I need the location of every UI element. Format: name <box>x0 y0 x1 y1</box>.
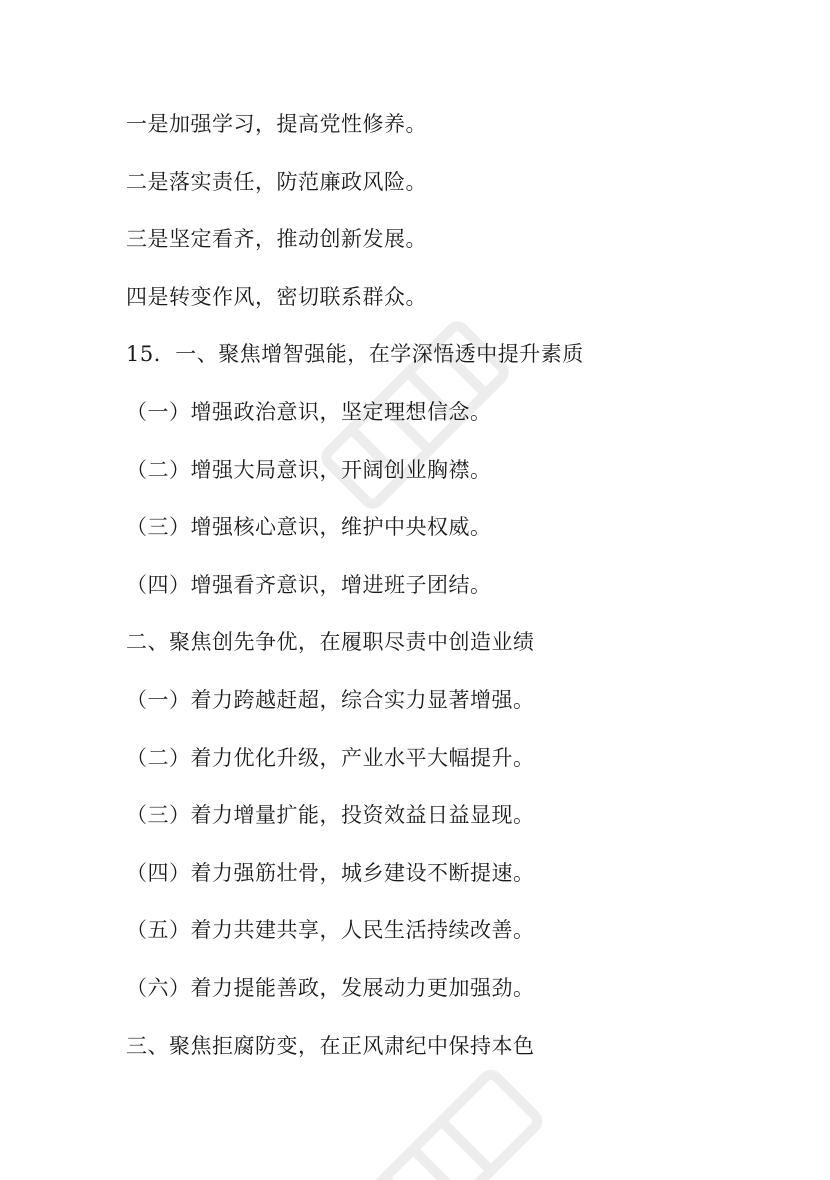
text-line: 三是坚定看齐，推动创新发展。 <box>126 227 427 252</box>
text-line: （三）着力增量扩能，投资效益日益显现。 <box>126 803 535 828</box>
text-line: （二）增强大局意识，开阔创业胸襟。 <box>126 457 492 482</box>
text-line: （一）增强政治意识，坚定理想信念。 <box>126 399 492 424</box>
text-line: （四）增强看齐意识，增进班子团结。 <box>126 572 492 597</box>
document-body <box>126 106 766 1085</box>
text-line: （一）着力跨越赶超，综合实力显著增强。 <box>126 687 535 712</box>
text-line: （二）着力优化升级，产业水平大幅提升。 <box>126 745 535 770</box>
text-line: （五）着力共建共享，人民生活持续改善。 <box>126 918 535 943</box>
text-line: （三）增强核心意识，维护中央权威。 <box>126 515 492 540</box>
section-heading: 二、聚焦创先争优，在履职尽责中创造业绩 <box>126 630 535 655</box>
text-line: 二是落实责任，防范廉政风险。 <box>126 169 427 194</box>
text-line: 一是加强学习，提高党性修养。 <box>126 112 427 136</box>
section-heading: 三、聚焦拒腐防变，在正风肃纪中保持本色 <box>126 1033 535 1058</box>
section-heading: 15．一、聚焦增智强能，在学深悟透中提升素质 <box>126 342 584 367</box>
text-line: （四）着力强筋壮骨，城乡建设不断提速。 <box>126 860 535 885</box>
text-line: （六）着力提能善政，发展动力更加强劲。 <box>126 975 535 1000</box>
text-line: 四是转变作风，密切联系群众。 <box>126 284 427 309</box>
